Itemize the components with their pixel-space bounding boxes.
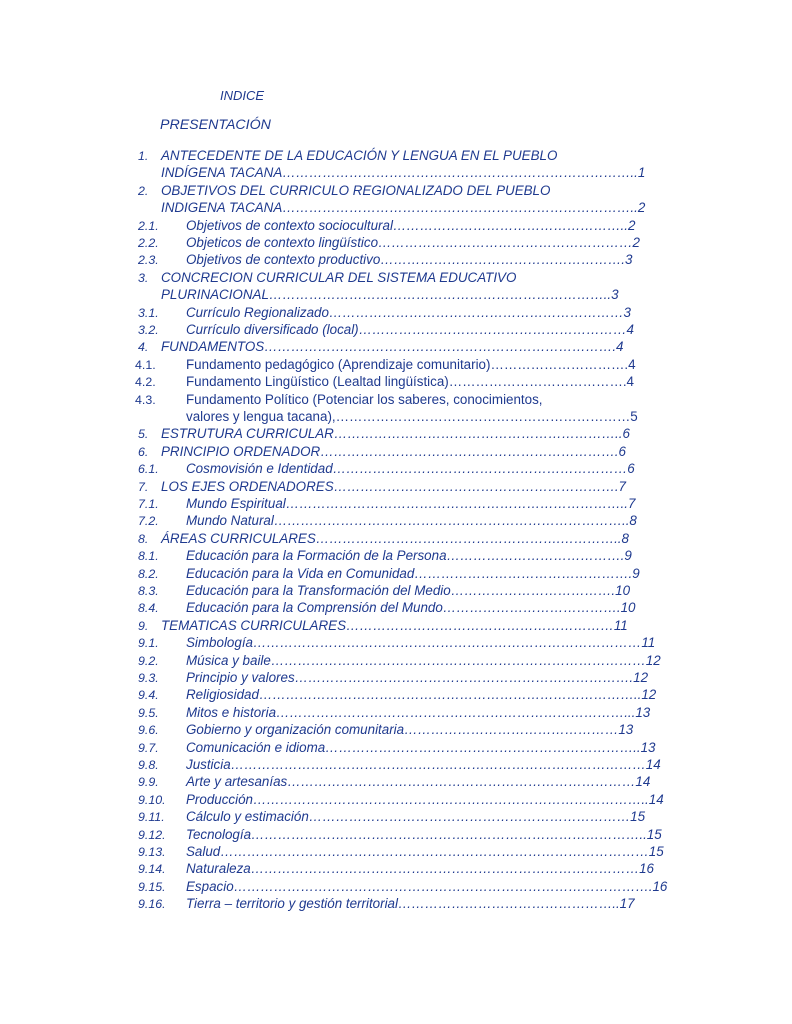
toc-entry-text: Fundamento pedagógico (Aprendizaje comunitario)………………………….4	[186, 356, 636, 372]
toc-entry-number: 9.1.	[138, 636, 159, 651]
toc-entry-number: 2.1.	[138, 218, 159, 233]
toc-entry-number: 8.	[138, 531, 149, 546]
toc-entry-number: 7.1.	[138, 497, 159, 511]
index-title: INDICE	[220, 88, 265, 103]
toc-entry-number: 9.14.	[138, 862, 166, 877]
toc-entry-number: 7.	[138, 479, 149, 494]
toc-entry-number: 4.1.	[135, 357, 156, 372]
toc-entry-number: 9.3.	[138, 671, 159, 685]
toc-entry-number: 6.1.	[138, 462, 159, 477]
toc-entry-number: 9.12.	[138, 827, 166, 842]
toc-entry-number: 2.	[138, 183, 149, 198]
toc-entry-text: Simbología……………………………………………………………………………11	[186, 635, 656, 651]
toc-entry-number: 9.16.	[138, 897, 166, 912]
toc-entry-text: Naturaleza……………………………………………………………………………16	[186, 861, 654, 877]
toc-entry-number: 9.9.	[138, 775, 159, 790]
toc-entry-number: 4.3.	[135, 392, 156, 407]
toc-entry-text: Objeticos de contexto lingüístico…………………………………………………2	[186, 235, 640, 250]
toc-entry-text: CONCRECION CURRICULAR DEL SISTEMA EDUCATIVO	[161, 269, 517, 285]
toc-entry-text: Justicia…………………………………………………………………………………14	[186, 757, 661, 772]
toc-entry-text: Mitos e historia……………………………………………………………………...13	[186, 704, 651, 720]
toc-entry-number: 8.4.	[138, 601, 159, 616]
toc-entry-number: 4.	[138, 340, 149, 355]
toc-entry-number: 9.8.	[138, 758, 159, 772]
toc-entry-text: Salud……………………………………………………………………………………15	[186, 844, 664, 859]
toc-entry-text-continued: INDÍGENA TACANA……………………………………………………………………..1	[161, 165, 646, 181]
toc-entry-text: Objetivos de contexto productivo……………………………………………….3	[186, 252, 633, 268]
toc-entry-text: Producción……………………………………………………………………………..14	[186, 791, 664, 807]
toc-entry-text: Cálculo y estimación………………………………………………………………15	[186, 809, 646, 825]
toc-entry-text: Fundamento Lingüístico (Lealtad lingüística)………………………………….4	[186, 374, 635, 390]
toc-entry-text: Cosmovisión e Identidad…………………………………………………………6	[186, 461, 635, 477]
toc-entry-number: 9.13.	[138, 845, 166, 859]
toc-entry-text: Arte y artesanías……………………………………………………………………14	[186, 774, 651, 790]
toc-entry-number: 3.1.	[138, 305, 159, 320]
toc-entry-number: 8.2.	[138, 566, 159, 581]
toc-entry-number: 9.6.	[138, 723, 159, 738]
toc-entry-number: 7.2.	[138, 514, 159, 529]
toc-entry-number: 9.7.	[138, 740, 159, 755]
toc-entry-number: 6.	[138, 444, 149, 459]
toc-entry-text: Currículo diversificado (local)……………………………………………………4	[186, 322, 634, 337]
toc-entry-text: PRINCIPIO ORDENADOR………………………………………………………….6	[161, 443, 626, 459]
toc-entry-number: 3.	[138, 270, 149, 285]
toc-entry-number: 9.15.	[138, 879, 166, 894]
toc-entry-text: Fundamento Político (Potenciar los saberes, conocimientos,	[186, 391, 543, 407]
toc-entry-text: Educación para la Formación de la Persona………………………………….9	[186, 548, 632, 564]
toc-entry-number: 9.2.	[138, 653, 159, 668]
toc-entry-text: Educación para la Comprensión del Mundo………………………………….10	[186, 600, 636, 616]
toc-entry-text: Tecnología……………………………………………………………………………..15	[186, 826, 662, 842]
toc-entry-text-continued: INDIGENA TACANA……………………………………………………………………..2	[161, 200, 646, 216]
toc-entry-text-continued: PLURINACIONAL…………………………………………………………………..3	[161, 287, 619, 303]
toc-entry-text: ÁREAS CURRICULARES……………………………………………….…………..8	[161, 530, 629, 546]
toc-entry-text: OBJETIVOS DEL CURRICULO REGIONALIZADO DEL PUEBLO	[161, 182, 551, 198]
toc-entry-text: Gobierno y organización comunitaria…………………………………………13	[186, 722, 634, 738]
toc-entry-number: 2.3.	[138, 253, 159, 268]
toc-entry-number: 5.	[138, 427, 149, 442]
toc-entry-number: 9.	[138, 618, 149, 633]
toc-entry-number: 9.11.	[138, 810, 165, 825]
toc-entry-text: Principio y valores………………………………………………………………….12	[186, 670, 649, 685]
toc-entry-number: 9.10.	[138, 792, 166, 807]
toc-entry-text: Educación para la Vida en Comunidad………………………………………….9	[186, 565, 640, 581]
toc-entry-text: Música y baile…………………………………………………………………………12	[186, 652, 661, 668]
toc-entry-text: FUNDAMENTOS…………………………………………………………………….4	[161, 339, 624, 355]
toc-entry-number: 3.2.	[138, 323, 159, 337]
toc-entry-number: 1.	[138, 149, 149, 163]
toc-entry-text: TEMATICAS CURRICULARES……………………………………………………11	[161, 617, 628, 633]
toc-entry-text: Religiosidad…………………………………………………………………………..12	[186, 687, 657, 703]
toc-entry-number: 8.1.	[138, 549, 159, 564]
toc-entry-text: Comunicación e idioma……………………………………………………………..13	[186, 739, 656, 755]
toc-entry-number: 4.2.	[135, 375, 156, 390]
toc-entry-text: ESTRUTURA CURRICULAR………………………………………………………..6	[161, 426, 630, 442]
toc-entry-number: 9.4.	[138, 688, 159, 703]
toc-entry-text: ANTECEDENTE DE LA EDUCACIÓN Y LENGUA EN EL PUEBLO	[161, 148, 558, 163]
toc-entry-text: LOS EJES ORDENADORES……………………………………………………….7	[161, 478, 627, 494]
toc-entry-number: 9.5.	[138, 705, 159, 720]
toc-entry-text: Educación para la Transformación del Medio……………………………….10	[186, 583, 631, 598]
toc-entry-number: 2.2.	[138, 236, 159, 250]
presentation-heading: PRESENTACIÓN	[160, 117, 271, 133]
toc-entry-text: Currículo Regionalizado…………………………………………………………3	[186, 304, 631, 320]
toc-entry-text: Mundo Espiritual…………………………………………………………………..7	[186, 496, 636, 511]
toc-entry-text: Espacio………………………………………………………………………………….16	[186, 878, 668, 894]
toc-entry-text: Mundo Natural……………………………………………………………………..8	[186, 513, 637, 529]
toc-entry-number: 8.3.	[138, 584, 159, 598]
toc-entry-text-continued: valores y lengua tacana),…………………………………………………………5	[186, 409, 638, 424]
toc-entry-text: Objetivos de contexto sociocultural……………………………………………..2	[186, 217, 636, 233]
toc-entry-text: Tierra – territorio y gestión territorial…………………………………………..17	[186, 896, 635, 912]
